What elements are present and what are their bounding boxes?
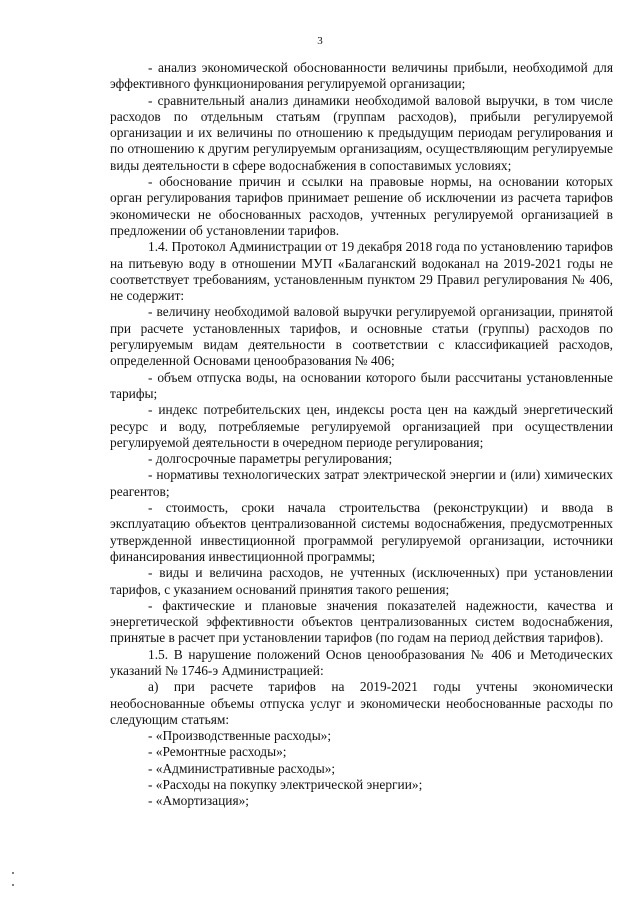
paragraph: 1.5. В нарушение положений Основ ценообразования № 406 и Методических указаний № 1746-э Администрацией:	[110, 646, 613, 678]
scan-speck	[12, 872, 14, 874]
page-number: 3	[317, 35, 323, 47]
scan-speck	[12, 884, 14, 886]
paragraph: 1.4. Протокол Администрации от 19 декабря 2018 года по установлению тарифов на питьевую воду в отношении МУП «Балаганский водоканал на 2019-2021 годы не соответствует требованиям, установленным пунктом 29 Правил регулирования № 406, не содержит:	[110, 239, 613, 304]
paragraph: - сравнительный анализ динамики необходимой валовой выручки, в том числе расходов по отдельным статьям (группам расходов), прибыли регулируемой организации и их величины по отношению к предыдущим периодам регулирования и по отношению к другим регулируемым организациям, осуществляющим регулируемые виды деятельности в сфере водоснабжения в сопоставимых условиях;	[110, 92, 613, 173]
paragraph: - виды и величина расходов, не учтенных (исключенных) при установлении тарифов, с указанием оснований принятия такого решения;	[110, 565, 613, 597]
paragraph: - нормативы технологических затрат электрической энергии и (или) химических реагентов;	[110, 467, 613, 499]
paragraph: - анализ экономической обоснованности величины прибыли, необходимой для эффективного функционирования регулируемой организации;	[110, 60, 613, 92]
paragraph: - величину необходимой валовой выручки регулируемой организации, принятой при расчете установленных тарифов, и основные статьи (группы) расходов по регулируемым видам деятельности в соответствии с классификацией расходов, определенной Основами ценообразования № 406;	[110, 304, 613, 369]
paragraph: а) при расчете тарифов на 2019-2021 годы учтены экономически необоснованные объемы отпуска услуг и экономически необоснованные расходы по следующим статьям:	[110, 679, 613, 727]
document-body	[110, 60, 613, 810]
list-item: - «Административные расходы»;	[148, 760, 336, 776]
paragraph: - индекс потребительских цен, индексы роста цен на каждый энергетический ресурс и воду, потребляемые регулируемой организацией при осуществлении регулируемой деятельности в очередном периоде регулирования;	[110, 402, 613, 450]
paragraph: - обоснование причин и ссылки на правовые нормы, на основании которых орган регулирования тарифов принимает решение об исключении из расчета тарифов экономически не обоснованных расходов, учтенных регулируемой организацией в предложении об установлении тарифов.	[110, 174, 613, 238]
paragraph: - долгосрочные параметры регулирования;	[148, 451, 393, 467]
list-item: - «Ремонтные расходы»;	[148, 744, 287, 760]
list-item: - «Расходы на покупку электрической энергии»;	[148, 777, 423, 793]
paragraph: - фактические и плановые значения показателей надежности, качества и энергетической эффективности объектов централизованных систем водоснабжения, принятые в расчет при установлении тарифов (по годам на период действия тарифов).	[110, 597, 613, 646]
list-item: - «Производственные расходы»;	[148, 728, 332, 744]
paragraph: - стоимость, сроки начала строительства (реконструкции) и ввода в эксплуатацию объектов централизованной системы водоснабжения, предусмотренных утвержденной инвестиционной программой регулируемой организации, источники финансирования инвестиционной программы;	[110, 500, 613, 564]
paragraph: - объем отпуска воды, на основании которого были рассчитаны установленные тарифы;	[110, 369, 613, 401]
list-item: - «Амортизация»;	[148, 793, 250, 809]
